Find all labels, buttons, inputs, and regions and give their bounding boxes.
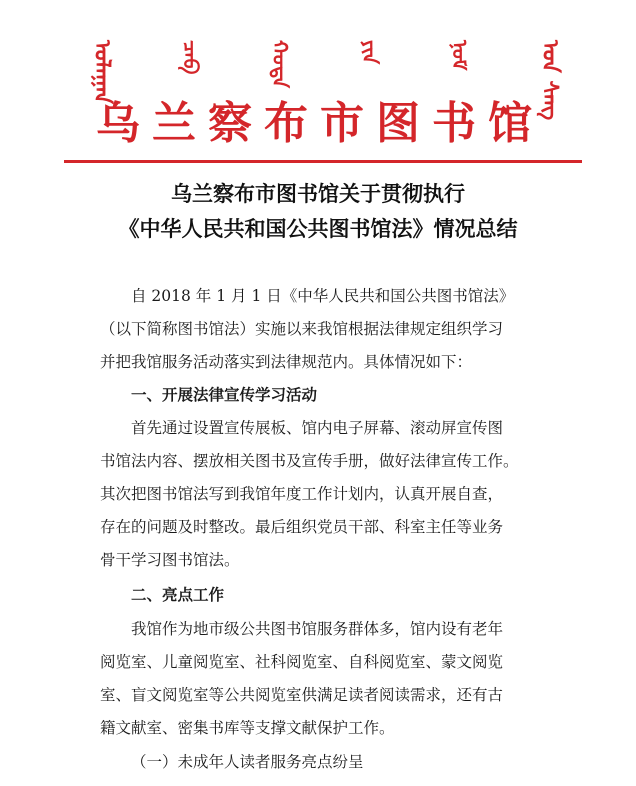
mongolian-word-6: ᠤᠨ ᠰᠠᠩ [536, 40, 562, 121]
mongolian-word-5: ᠨᠣᠮ [447, 40, 472, 71]
paragraph-2-line-1: 首先通过设置宣传展板、馆内电子屏幕、滚动屏宣传图 [131, 419, 504, 437]
mongolian-word-4: ᠶᠢᠨ [357, 40, 382, 65]
paragraph-2-line-2: 书馆法内容、摆放相关图书及宣传手册，做好法律宣传工作。 [100, 452, 519, 470]
paragraph-1-line-3: 并把我馆服务活动落实到法律规范内。具体情况如下： [100, 353, 473, 371]
paragraph-3-line-3: 室、盲文阅览室等公共阅览室供满足读者阅读需求，还有古 [100, 686, 504, 704]
letterhead-org-name: 乌兰察布市图书馆 [96, 98, 544, 149]
subsection-heading-1: （一）未成年人读者服务亮点纷呈 [131, 753, 364, 771]
document-title-line-2: 《中华人民共和国公共图书馆法》情况总结 [118, 216, 518, 241]
section-heading-2: 二、亮点工作 [131, 585, 225, 604]
section-heading-1: 一、开展法律宣传学习活动 [131, 385, 318, 404]
paragraph-3-line-4: 籍文献室、密集书库等支撑文献保护工作。 [100, 719, 395, 737]
paragraph-3-line-1: 我馆作为地市级公共图书馆服务群体多，馆内设有老年 [131, 620, 504, 638]
paragraph-2-line-5: 骨干学习图书馆法。 [100, 551, 240, 569]
paragraph-3-line-2: 阅览室、儿童阅览室、社科阅览室、自科阅览室、蒙文阅览 [100, 653, 504, 671]
letterhead-rule [64, 160, 582, 163]
paragraph-2-line-4: 存在的问题及时整改。最后组织党员干部、科室主任等业务 [100, 518, 504, 536]
mongolian-letterhead [89, 40, 562, 121]
document-title-line-1: 乌兰察布市图书馆关于贯彻执行 [171, 181, 465, 206]
mongolian-word-2: ᠴᠠᠪ [178, 40, 203, 75]
mongolian-word-1: ᠤᠯᠠᠭᠠᠨ [89, 40, 114, 105]
mongolian-word-3: ᠬᠣᠲᠠ [268, 40, 293, 89]
paragraph-1-line-2: （以下简称图书馆法）实施以来我馆根据法律规定组织学习 [100, 320, 504, 338]
paragraph-2-line-3: 其次把图书馆法写到我馆年度工作计划内，认真开展自查， [100, 485, 504, 503]
paragraph-1-line-1: 自 2018 年 1 月 1 日《中华人民共和国公共图书馆法》 [131, 287, 515, 305]
